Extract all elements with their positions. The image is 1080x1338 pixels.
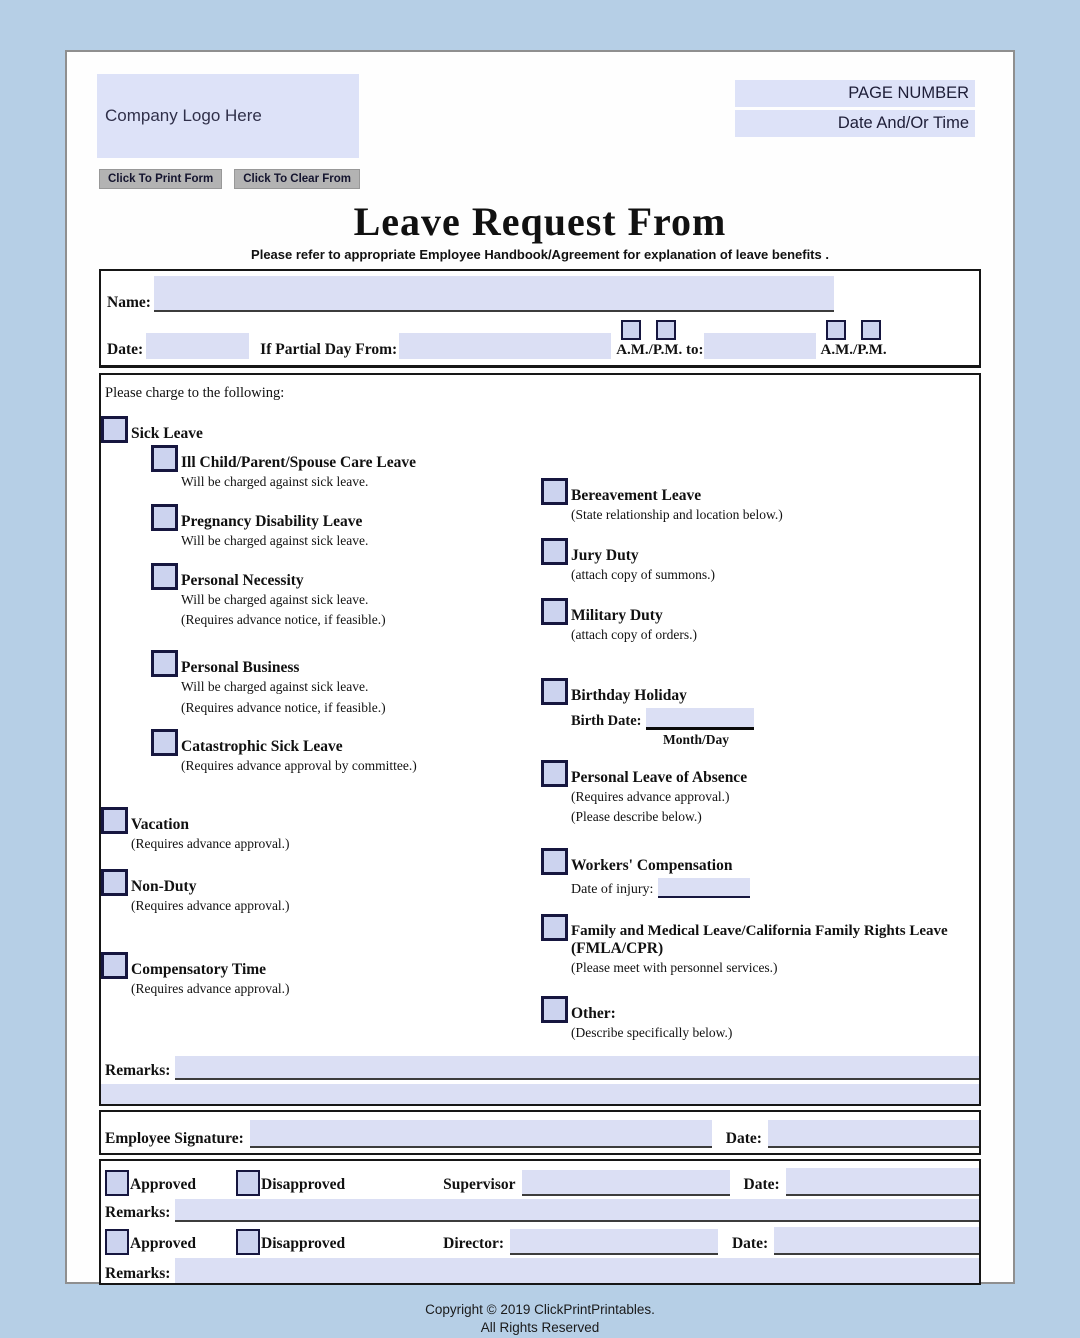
vacation-checkbox[interactable] [101,807,128,834]
birthday-holiday-checkbox[interactable] [541,678,568,705]
signature-date-input[interactable] [768,1120,979,1148]
form-content [67,52,1013,1335]
employee-signature-section [99,1110,981,1155]
option-note: (Requires advance approval.) [571,788,730,804]
remarks-label: Remarks: [105,1264,171,1282]
clear-form-button[interactable]: Click To Clear From [234,169,360,189]
date-of-injury-label: Date of injury: [571,882,654,898]
compensatory-time-checkbox[interactable] [101,952,128,979]
leave-type-section [99,373,981,1106]
workers-compensation-checkbox[interactable] [541,848,568,875]
option-military-duty [541,598,979,645]
print-form-button[interactable]: Click To Print Form [99,169,222,189]
personal-business-checkbox[interactable] [151,650,178,677]
option-non-duty [101,869,541,916]
option-note: (Please describe below.) [571,809,702,825]
pm-to-checkbox[interactable] [861,320,881,340]
personal-necessity-checkbox[interactable] [151,563,178,590]
option-ill-child [151,445,541,492]
option-note: (Requires advance notice, if feasible.) [181,612,386,628]
option-label: Family and Medical Leave/California Family Rights Leave [571,923,948,940]
option-label: Other: [571,1005,616,1023]
bereavement-checkbox[interactable] [541,478,568,505]
supervisor-date-label: Date: [743,1175,780,1193]
option-note: Will be charged against sick leave. [181,591,369,607]
option-note: (Describe specifically below.) [571,1025,733,1041]
ill-child-checkbox[interactable] [151,445,178,472]
option-note: (Requires advance notice, if feasible.) [181,699,386,715]
option-label-2: (FMLA/CPR) [571,940,664,958]
remarks-input[interactable] [175,1056,979,1080]
page-subtitle: Please refer to appropriate Employee Handbook/Agreement for explanation of leave benefits . [251,247,829,262]
supervisor-remarks-input[interactable] [175,1199,979,1222]
supervisor-label: Supervisor [443,1175,516,1193]
other-checkbox[interactable] [541,996,568,1023]
option-sick-leave [101,416,541,443]
option-bereavement [541,478,979,525]
option-personal-business [151,650,541,717]
option-note: Will be charged against sick leave. [181,679,369,695]
director-disapproved-checkbox[interactable] [236,1229,260,1255]
name-label: Name: [107,294,151,311]
remarks-extra-input[interactable] [101,1084,979,1104]
employee-signature-label: Employee Signature: [105,1129,244,1147]
option-personal-leave-absence [541,760,979,827]
remarks-row [101,1056,979,1080]
ampm-to-label: A.M./P.M. to: [616,342,704,358]
disapproved-label: Disapproved [261,1234,346,1252]
option-label: Workers' Compensation [571,857,733,875]
approved-label: Approved [130,1234,197,1252]
leave-column-left [103,416,541,1044]
datetime-label: Date And/Or Time [837,114,969,132]
page-title: Leave Request From [353,199,727,244]
catastrophic-sick-checkbox[interactable] [151,729,178,756]
employee-signature-input[interactable] [250,1120,712,1148]
supervisor-disapproved-checkbox[interactable] [236,1170,260,1196]
option-label: Non-Duty [131,877,197,895]
director-date-input[interactable] [774,1227,979,1255]
supervisor-approval-row [105,1166,979,1196]
option-other [541,996,979,1043]
director-remarks-input[interactable] [175,1258,979,1283]
supervisor-signature-input[interactable] [522,1170,730,1196]
supervisor-remarks-row [105,1196,979,1222]
military-duty-checkbox[interactable] [541,598,568,625]
remarks-label: Remarks: [105,1061,171,1079]
sick-leave-checkbox[interactable] [101,416,128,443]
option-fmla [541,914,979,978]
page-meta [735,80,975,140]
option-note: (attach copy of summons.) [571,566,715,582]
option-label: Personal Necessity [181,572,304,590]
date-row [101,312,979,359]
supervisor-date-input[interactable] [786,1168,979,1196]
disapproved-label: Disapproved [261,1175,346,1193]
partial-to-input[interactable] [704,333,816,359]
rights-line: All Rights Reserved [480,1319,600,1335]
option-note: (Requires advance approval.) [131,897,290,913]
director-approval-row [105,1222,979,1255]
approved-label: Approved [130,1175,197,1193]
ampm-to-group [821,320,887,359]
charge-instruction: Please charge to the following: [105,385,285,401]
leave-column-right [541,416,979,1044]
signature-date-label: Date: [725,1129,762,1147]
option-note: (Requires advance approval by committee.) [181,757,417,773]
pregnancy-disability-checkbox[interactable] [151,504,178,531]
date-of-injury-input[interactable] [658,878,750,898]
partial-from-input[interactable] [399,333,611,359]
name-row [101,271,979,312]
am-to-checkbox[interactable] [826,320,846,340]
footer [67,1302,1013,1335]
option-birthday-holiday [541,678,979,748]
option-note: (Requires advance approval.) [131,835,290,851]
supervisor-approved-checkbox[interactable] [105,1170,129,1196]
option-workers-compensation [541,848,979,898]
option-note: (State relationship and location below.) [571,506,783,522]
ampm-label: A.M./P.M. [820,342,887,358]
remarks-label: Remarks: [105,1203,171,1221]
option-label: Personal Leave of Absence [571,769,748,786]
option-compensatory-time [101,952,541,999]
option-label: Ill Child/Parent/Spouse Care Leave [181,454,416,471]
director-remarks-row [105,1255,979,1283]
partial-day-label: If Partial Day From: [260,341,398,358]
form-page [65,50,1015,1335]
personal-leave-absence-checkbox[interactable] [541,760,568,787]
page-number-box [735,80,975,107]
director-date-label: Date: [731,1234,769,1252]
director-label: Director: [443,1234,504,1252]
leave-columns [101,416,979,1044]
option-note: (Please meet with personnel services.) [571,960,778,976]
copyright-line: Copyright © 2019 ClickPrintPrintables. [425,1301,655,1317]
date-input[interactable] [146,333,249,359]
option-label: Sick Leave [131,425,203,442]
month-day-label: Month/Day [663,732,730,747]
option-label: Catastrophic Sick Leave [181,737,343,755]
option-label: Vacation [131,815,189,833]
option-note: Will be charged against sick leave. [181,473,369,489]
director-signature-input[interactable] [510,1229,718,1255]
option-note: (attach copy of orders.) [571,626,697,642]
option-label: Jury Duty [571,547,639,565]
am-from-checkbox[interactable] [621,320,641,340]
jury-duty-checkbox[interactable] [541,538,568,565]
option-jury-duty [541,538,979,585]
option-label: Pregnancy Disability Leave [181,513,363,531]
director-approved-checkbox[interactable] [105,1229,129,1255]
name-input[interactable] [154,276,834,312]
approvals-section [99,1159,981,1285]
option-note: (Requires advance approval.) [131,980,290,996]
option-personal-necessity [151,563,541,630]
identity-section [99,269,981,368]
page-number-label: PAGE NUMBER [848,84,969,102]
date-label: Date: [107,341,144,358]
option-pregnancy-disability [151,504,541,551]
ampm-from-group [616,320,703,359]
birth-date-input[interactable] [646,708,754,730]
pm-from-checkbox[interactable] [656,320,676,340]
company-logo-placeholder [97,74,359,158]
option-label: Bereavement Leave [571,487,702,504]
fmla-checkbox[interactable] [541,914,568,941]
datetime-box [735,110,975,137]
option-catastrophic-sick [151,729,541,776]
form-actions [99,169,360,189]
non-duty-checkbox[interactable] [101,869,128,896]
company-logo-label: Company Logo Here [105,106,262,125]
option-label: Personal Business [181,659,300,677]
option-vacation [101,807,541,854]
birth-date-label: Birth Date: [571,713,642,729]
option-label: Birthday Holiday [571,687,687,705]
option-label: Compensatory Time [131,960,267,978]
option-note: Will be charged against sick leave. [181,532,369,548]
option-label: Military Duty [571,607,663,625]
